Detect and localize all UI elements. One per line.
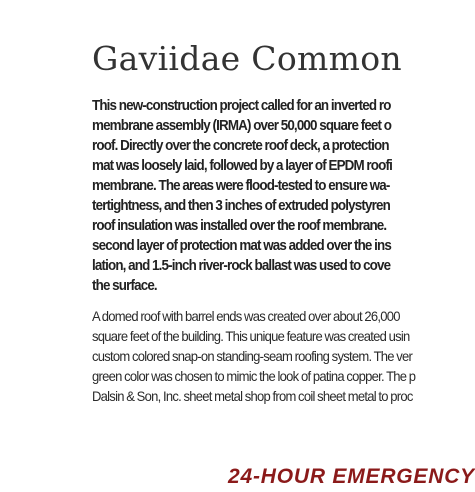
page-title: Gaviidae Common: [92, 39, 402, 78]
paragraph-line: green color was chosen to mimic the look of patina copper. The p: [92, 368, 416, 384]
paragraph-line: second layer of protection mat was added over the ins: [92, 238, 391, 254]
bold-paragraph: [92, 96, 406, 296]
emergency-banner: 24-HOUR EMERGENCY: [228, 465, 475, 488]
paragraph-line: This new-construction project called for an inverted ro: [92, 98, 391, 114]
paragraph-line: Dalsin & Son, Inc. sheet metal shop from coil sheet metal to proc: [92, 388, 413, 404]
light-paragraph: [92, 306, 421, 406]
paragraph-line: lation, and 1.5-inch river-rock ballast was used to cove: [92, 258, 391, 274]
paragraph-line: custom colored snap-on standing-seam roofing system. The ver: [92, 348, 413, 364]
paragraph-line: membrane. The areas were flood-tested to ensure wa-: [92, 178, 390, 194]
paragraph-line: mat was loosely laid, followed by a layer of EPDM roofi: [92, 158, 392, 174]
paragraph-line: A domed roof with barrel ends was created over about 26,000: [92, 308, 400, 324]
paragraph-line: the surface.: [92, 278, 157, 294]
paragraph-line: square feet of the building. This unique feature was created usin: [92, 328, 410, 344]
paragraph-line: tertightness, and then 3 inches of extruded polystyren: [92, 198, 390, 214]
paragraph-line: membrane assembly (IRMA) over 50,000 square feet o: [92, 118, 392, 134]
article: [92, 34, 428, 406]
paragraph-line: roof insulation was installed over the roof membrane.: [92, 218, 387, 234]
paragraph-line: roof. Directly over the concrete roof deck, a protection: [92, 138, 389, 154]
